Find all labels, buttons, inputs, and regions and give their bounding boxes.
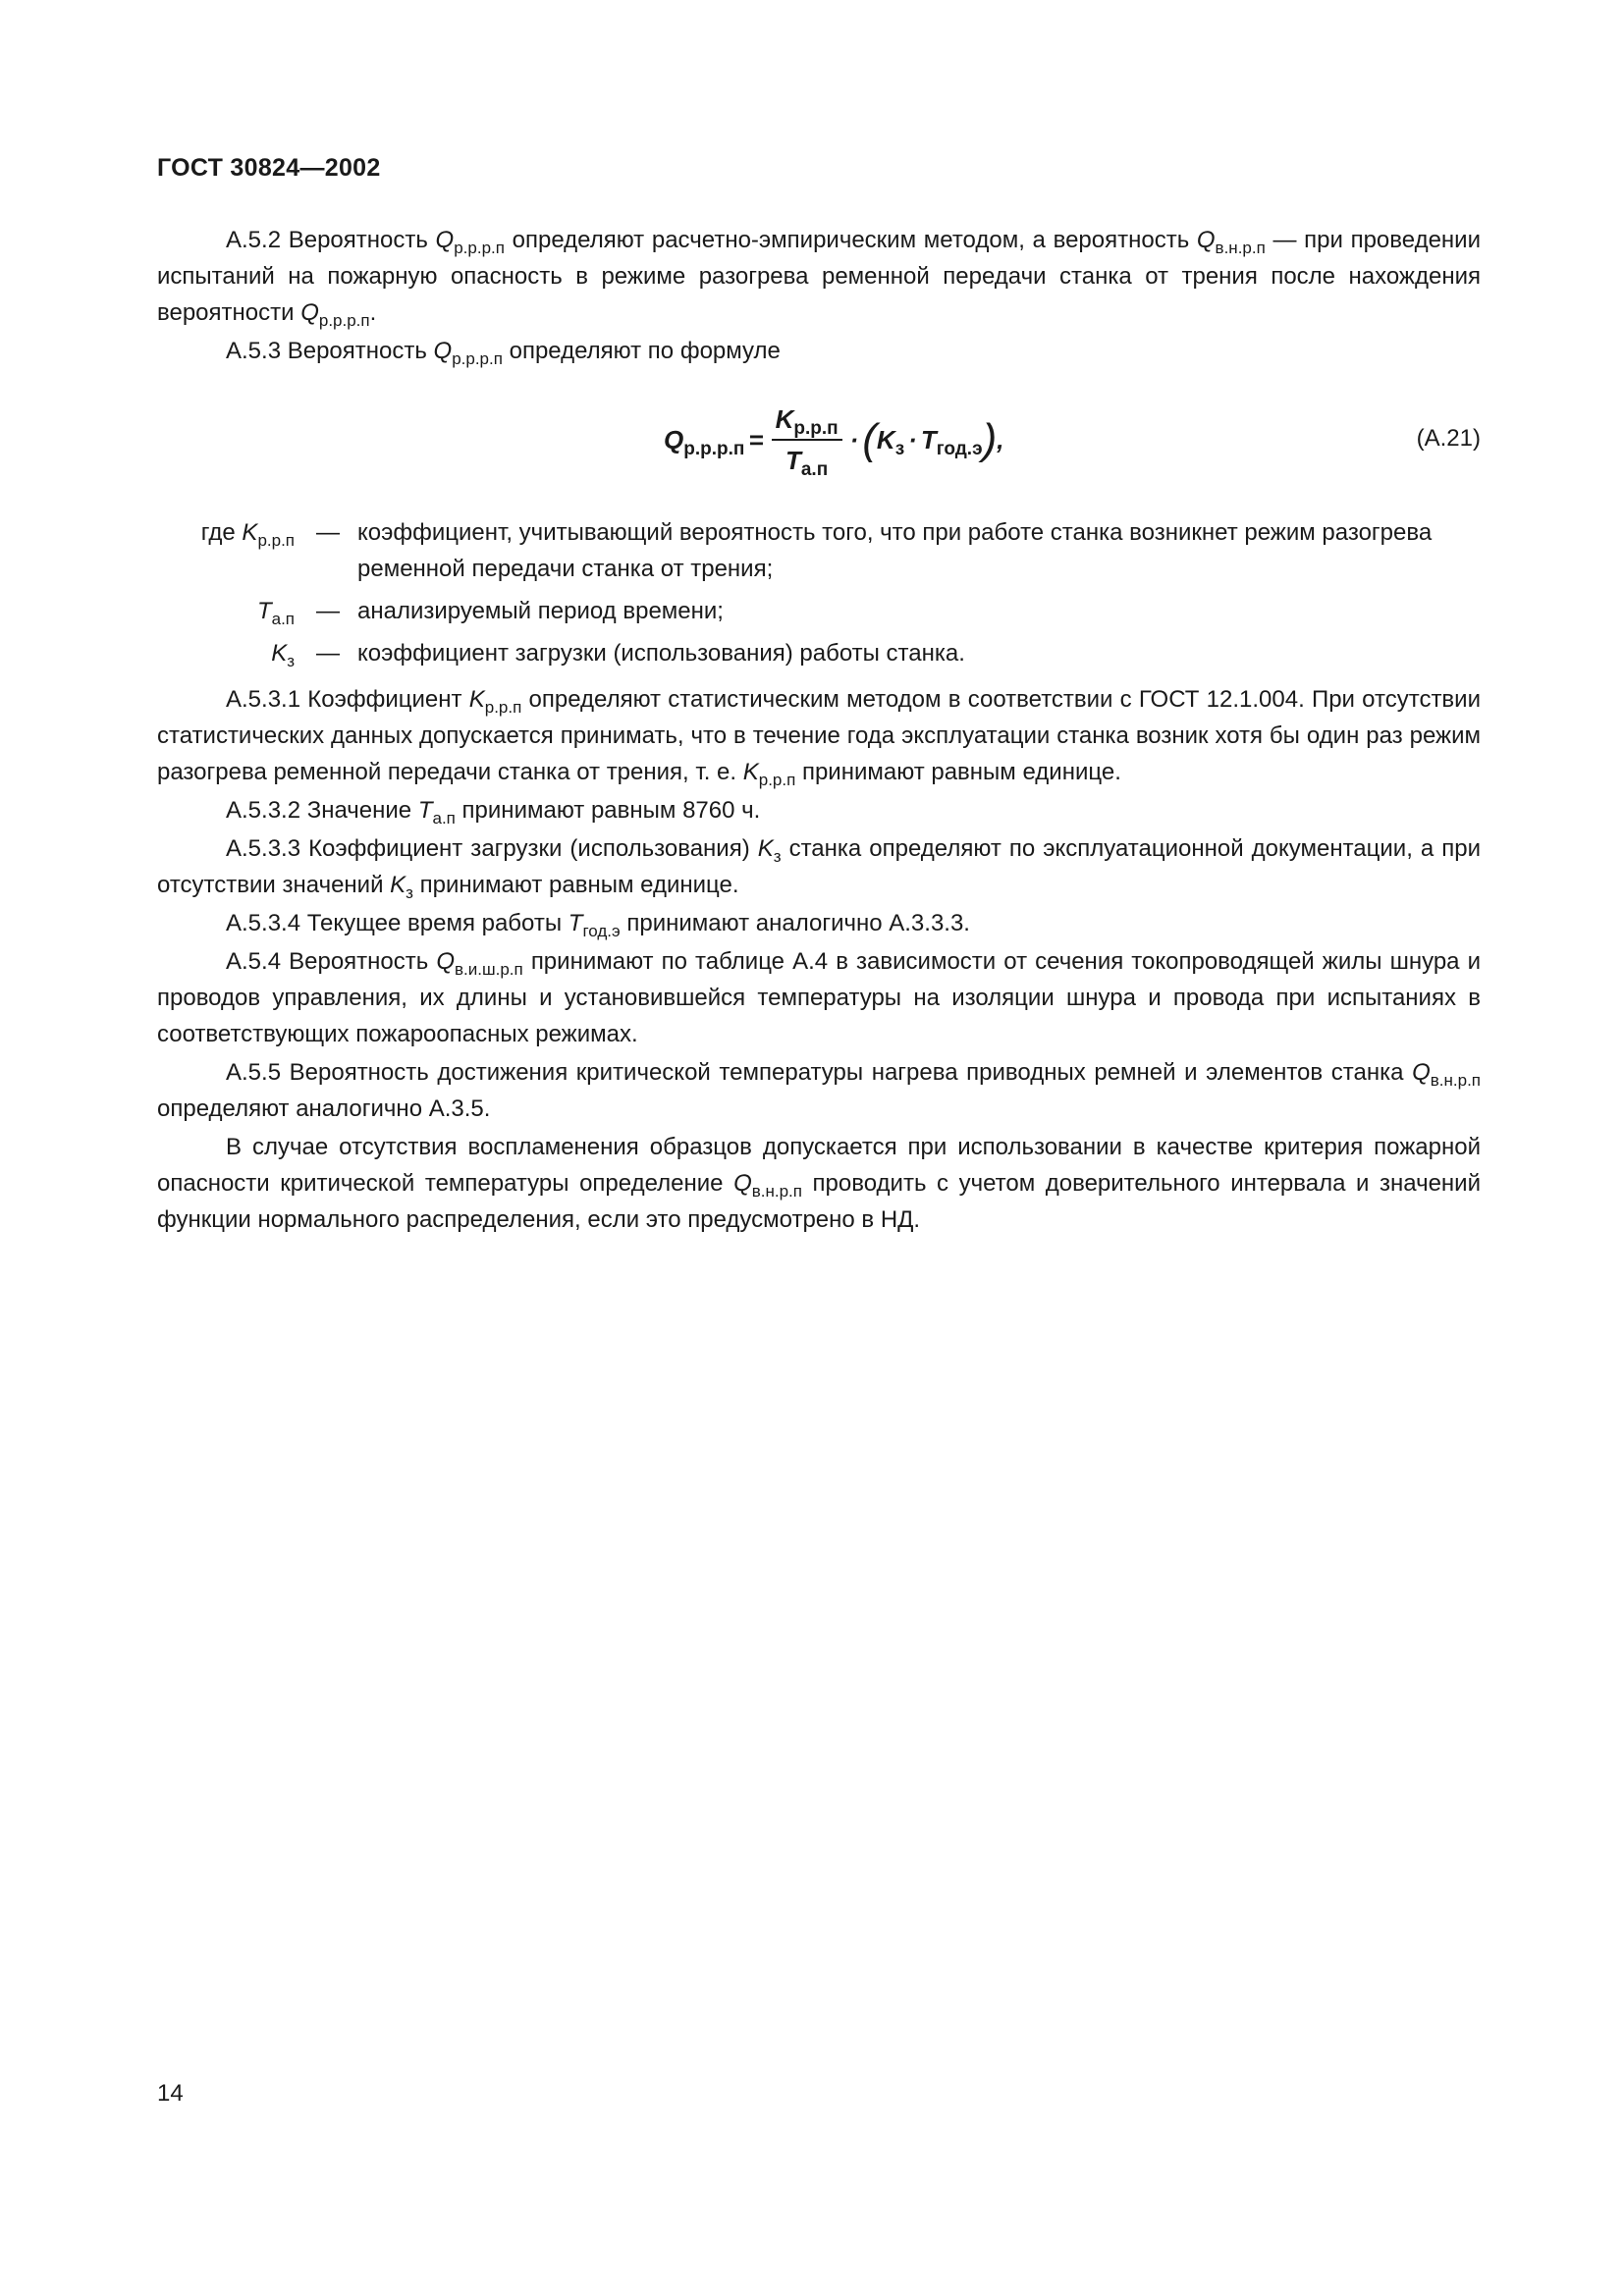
formula-multiply: · xyxy=(849,424,859,454)
formula-multiply-2: · xyxy=(908,424,917,454)
paragraph-no-ignition: В случае отсутствия воспламенения образцов допускается при использовании в качестве критерия пожарной опасности критической температуры определение $Q_{в.н.р.п}$ проводить с учетом доверительного интервала и значений функции нормального распределения, если это предусмотрено в НД. xyxy=(157,1134,1481,1233)
where-prefix: где xyxy=(200,519,243,546)
where-dash: — xyxy=(316,519,340,546)
formula-close-paren: ) xyxy=(982,415,998,463)
where-item: $T_{а.п}$ — анализируемый период времени; xyxy=(157,593,1481,629)
page-number: 14 xyxy=(157,2080,184,2107)
paragraph-a-5-5: А.5.5 Вероятность достижения критической температуры нагрева приводных ремней и элементов станка $Q_{в.н.р.п}$ определяют аналогично А.3.5. xyxy=(157,1059,1481,1122)
formula-a-21 xyxy=(664,389,1003,491)
where-description: коэффициент загрузки (использования) работы станка. xyxy=(357,640,965,667)
where-description: анализируемый период времени; xyxy=(357,598,724,624)
where-list xyxy=(157,514,1481,671)
where-description: коэффициент, учитывающий вероятность того, что при работе станка возникнет режим разогрева ременной передачи станка от трения; xyxy=(357,519,1433,582)
formula-lhs: $Q_{р.р.р.п}$ xyxy=(664,424,745,459)
paragraph-a-5-3-4: А.5.3.4 Текущее время работы $T_{год.э}$ принимают аналогично А.3.3.3. xyxy=(226,910,970,940)
paragraph-a-5-3: А.5.3 Вероятность $Q_{р.р.р.п}$ определяют по формуле xyxy=(226,338,781,368)
formula-denominator: $T_{а.п}$ xyxy=(785,446,829,480)
where-item: где $K_{р.р.п}$ — коэффициент, учитывающий вероятность того, что при работе станка возникнет режим разогрева ременной передачи станка от трения; xyxy=(157,514,1481,587)
formula-equals: = xyxy=(748,424,764,454)
document-body xyxy=(157,222,1481,1240)
formula-numerator: $K_{р.р.п}$ xyxy=(772,401,842,441)
where-dash: — xyxy=(316,640,340,667)
formula-fraction xyxy=(772,401,842,478)
formula-block xyxy=(157,389,1481,491)
paragraph-a-5-3-3: А.5.3.3 Коэффициент загрузки (использования) $K_з$ станка определяют по эксплуатационной документации, а при отсутствии значений $K_з$ принимают равным единице. xyxy=(157,835,1481,902)
formula-t: $T_{год.э}$ xyxy=(920,424,983,459)
where-item: $K_з$ — коэффициент загрузки (использования) работы станка. xyxy=(157,635,1481,671)
where-dash: — xyxy=(316,598,340,624)
document-header: ГОСТ 30824—2002 xyxy=(157,154,381,182)
paragraph-a-5-3-2: А.5.3.2 Значение $T_{а.п}$ принимают равным 8760 ч. xyxy=(226,797,761,828)
formula-k: $K_з$ xyxy=(876,424,905,459)
paragraph-a-5-3-1: А.5.3.1 Коэффициент $K_{р.р.п}$ определяют статистическим методом в соответствии с ГОСТ 12.1.004. При отсутствии статистических данных допускается принимать, что в течение года эксплуатации станка возник хотя бы один раз режим разогрева ременной передачи станка от трения, т. е. $K_{р.р.п}$ принимают равным единице. xyxy=(157,686,1481,789)
formula-number: (А.21) xyxy=(1416,425,1481,452)
paragraph-a-5-4: А.5.4 Вероятность $Q_{в.и.ш.р.п}$ принимают по таблице А.4 в зависимости от сечения токопроводящей жилы шнура и проводов управления, их длины и установившейся температуры на изоляции шнура и провода при испытаниях в соответствующих пожароопасных режимах. xyxy=(157,948,1482,1047)
formula-comma: , xyxy=(997,424,1004,454)
formula-open-paren: ( xyxy=(862,415,877,463)
paragraph-a-5-2: А.5.2 Вероятность $Q_{р.р.р.п}$ определяют расчетно-эмпирическим методом, а вероятность $Q_{в.н.р.п}$ — при проведении испытаний на пожарную опасность в режиме разогрева ременной передачи станка от трения после нахождения вероятности $Q_{р.р.р.п}$. xyxy=(157,227,1481,330)
